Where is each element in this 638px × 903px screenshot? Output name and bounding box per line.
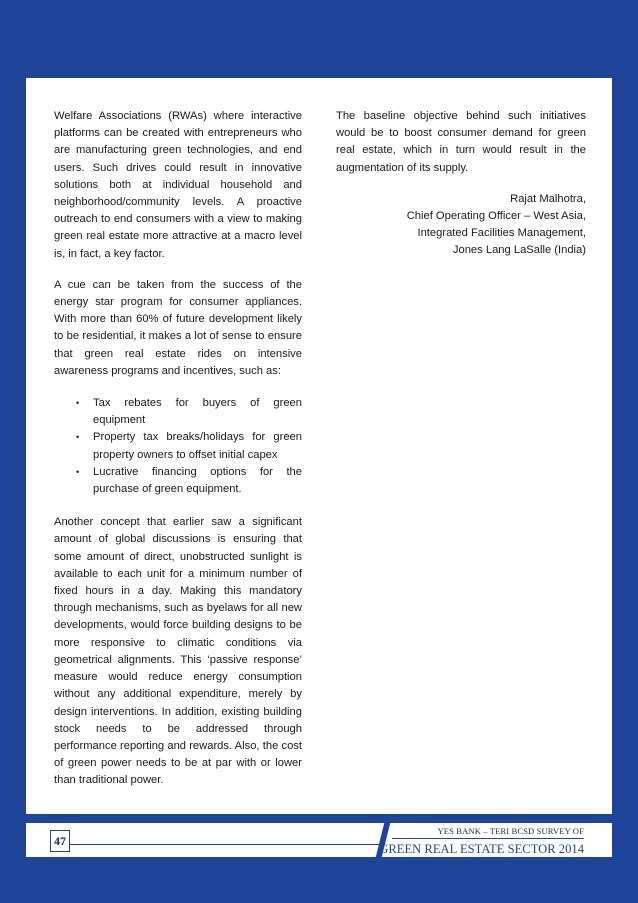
right-column <box>336 108 586 260</box>
signature-division: Integrated Facilities Management, <box>417 227 586 240</box>
right-paragraph-1: The baseline objective behind such initiatives would be to boost consumer demand for green real estate, which in turn would result in the augmentation of its supply. <box>336 110 586 174</box>
signature-role: Chief Operating Officer – West Asia, <box>406 210 586 223</box>
bullet-icon: • <box>76 398 80 409</box>
incentives-list <box>54 395 302 498</box>
bullet-icon: • <box>76 432 80 443</box>
left-column <box>54 108 302 790</box>
signature-name: Rajat Malhotra, <box>510 192 586 205</box>
report-title: GREEN REAL ESTATE SECTOR 2014 <box>379 842 584 856</box>
footer-title-rule <box>392 838 584 839</box>
footer-rule <box>70 844 382 845</box>
page-number: 47 <box>50 830 70 852</box>
left-paragraph-2: A cue can be taken from the success of the energy star program for consumer appliances. With more than 60% of future development likely to be residential, it makes a lot of sense to ensure that green real estate rides on intensive awareness programs and incentives, such as: <box>54 278 302 377</box>
bullet-icon: • <box>76 466 80 477</box>
list-item: • Property tax breaks/holidays for green property owners to offset initial capex <box>76 431 302 461</box>
survey-title: YES BANK – TERI BCSD SURVEY OF <box>437 826 584 836</box>
left-paragraph-1: Welfare Associations (RWAs) where interactive platforms can be created with entrepreneurs who are manufacturing green technologies, and end users. Such drives could result in innovative solutions both at individual household and neighborhood/community levels. A proactive outreach to end consumers with a view to making green real estate more attractive at a macro level is, in fact, a key factor. <box>54 110 302 260</box>
signature-block <box>336 191 586 260</box>
list-item: • Lucrative financing options for the purchase of green equipment. <box>76 465 302 496</box>
signature-company: Jones Lang LaSalle (India) <box>452 244 586 257</box>
left-paragraph-3: Another concept that earlier saw a significant amount of global discussions is ensuring that some amount of direct, unobstructed sunlight is available to each unit for a minimum number of fixed hours in a day. Making this mandatory through mechanisms, such as byelaws for all new developments, would force building designs to be more responsive to climatic conditions via geometrical alignments. This ‘passive response’ measure would reduce energy consumption without any additional expenditure, merely by design interventions. In addition, existing building stock needs to be addressed through performance reporting and rewards. Also, the cost of green power needs to be at par with or lower than traditional power. <box>54 516 302 787</box>
list-item: • Tax rebates for buyers of green equipment <box>76 397 302 427</box>
